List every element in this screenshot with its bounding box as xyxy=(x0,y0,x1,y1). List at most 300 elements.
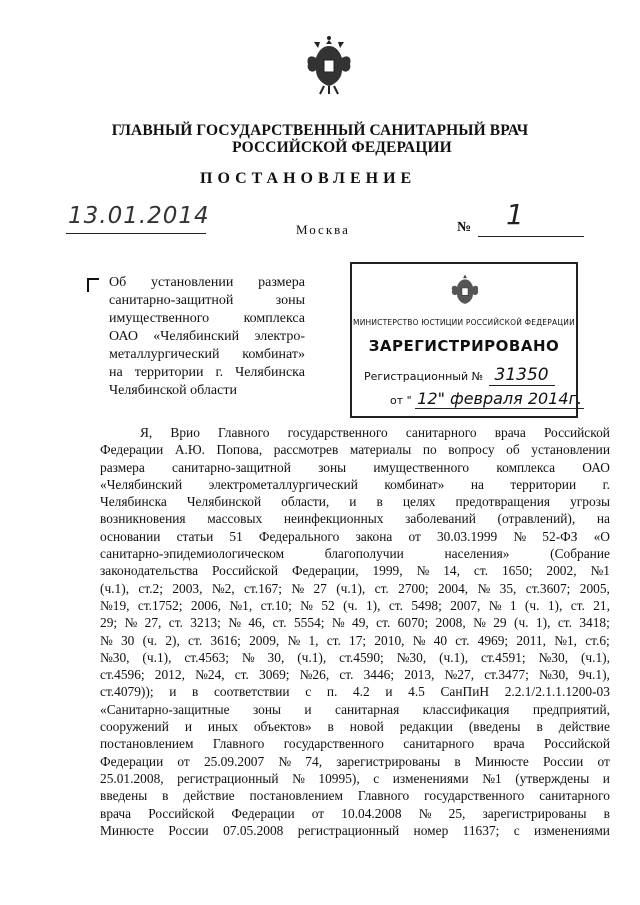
word: Челябинска xyxy=(235,365,305,380)
word: заболеваний xyxy=(405,511,476,527)
word: благополучии xyxy=(324,546,404,562)
word: №1 xyxy=(590,563,610,579)
word: 2011, xyxy=(516,632,546,648)
word: (ч.1), xyxy=(297,649,327,665)
word: Минюсте xyxy=(474,753,529,769)
body-line xyxy=(100,459,610,476)
word: ст.6; xyxy=(585,632,610,648)
body-line xyxy=(100,580,610,597)
word: и xyxy=(184,719,192,735)
body-line xyxy=(100,753,610,770)
word: классификация xyxy=(422,701,510,717)
word: 1 xyxy=(509,597,517,613)
word: в xyxy=(327,719,334,735)
word: ст. xyxy=(455,632,470,648)
word: и xyxy=(304,701,312,717)
stamp-emblem-icon xyxy=(448,272,482,310)
word: 2013, xyxy=(404,667,435,683)
word: 5498; xyxy=(411,597,442,613)
word: и xyxy=(602,770,610,786)
word: 2004, xyxy=(438,580,469,596)
word: №30, xyxy=(538,649,569,665)
word: ст.3607; xyxy=(525,580,571,596)
word: от xyxy=(408,528,421,544)
word: «Челябинский xyxy=(153,329,240,344)
word: государственного xyxy=(283,736,384,752)
stamp-regno-value: 31350 xyxy=(489,365,555,386)
word: 11637; xyxy=(462,822,500,838)
word: действие xyxy=(558,719,610,735)
word: зоны xyxy=(275,293,305,308)
document-type: ПОСТАНОВЛЕНИЕ xyxy=(200,170,417,187)
word: 21, xyxy=(593,597,610,613)
word: № xyxy=(291,580,305,596)
word: № xyxy=(228,615,241,631)
word: регистрационный xyxy=(177,770,279,786)
word: имущественного xyxy=(373,459,470,475)
word: ст. xyxy=(234,667,249,683)
word: изменениями xyxy=(392,770,469,786)
word: 17; xyxy=(349,632,367,648)
word: 3418; xyxy=(579,615,610,631)
word: (ч.1), xyxy=(439,649,469,665)
word: зоны xyxy=(318,459,347,475)
word: вопросу xyxy=(448,442,495,458)
word: ст.4590; xyxy=(339,649,384,665)
stamp-ministry: МИНИСТЕРСТВО ЮСТИЦИИ РОССИЙСКОЙ ФЕДЕРАЦИИ xyxy=(353,318,575,327)
word: (Собрание xyxy=(550,546,610,562)
registration-stamp xyxy=(350,262,583,418)
word: №2, xyxy=(211,580,235,596)
word: ст. xyxy=(339,667,354,683)
word: Российской xyxy=(544,736,610,752)
subject-line xyxy=(109,274,305,292)
word: (ч.1), xyxy=(100,580,130,596)
word: 29 xyxy=(493,615,507,631)
word: № xyxy=(418,805,432,821)
word: в xyxy=(376,494,383,510)
word: 1), xyxy=(365,597,381,613)
word: соответствии xyxy=(213,684,290,700)
word: № xyxy=(331,615,345,631)
word: 2007, xyxy=(450,597,481,613)
word: введены xyxy=(100,788,148,804)
subject-line xyxy=(109,328,305,346)
word: 40 xyxy=(433,632,448,648)
word: 1, xyxy=(308,632,319,648)
word: угрозы xyxy=(570,494,610,510)
word: 1), xyxy=(547,597,563,613)
word: №26, xyxy=(299,667,330,683)
word: 46, xyxy=(248,615,266,631)
word: области, xyxy=(281,494,330,510)
word: №1, xyxy=(229,597,253,613)
word: номер xyxy=(413,822,449,838)
subject-block xyxy=(109,274,305,400)
word: г. xyxy=(602,476,610,492)
word: размера xyxy=(100,459,145,475)
word: (ч.1), xyxy=(142,649,172,665)
word: в xyxy=(162,788,169,804)
word: ст. xyxy=(570,597,585,613)
word: в xyxy=(191,684,199,700)
word: санитарного xyxy=(405,425,477,440)
word: новой xyxy=(349,719,384,735)
word: ОАО xyxy=(582,459,610,475)
word: 07.05.2008 xyxy=(223,822,284,838)
word: 4969; xyxy=(477,632,509,648)
word: 52-ФЗ xyxy=(542,528,578,544)
word: неинфекционных xyxy=(283,511,384,527)
word: и xyxy=(349,494,357,510)
body-line xyxy=(100,632,610,649)
subject-line xyxy=(109,346,305,364)
word: ст.2; xyxy=(138,580,163,596)
word: 2008, xyxy=(435,615,466,631)
word: изменениями xyxy=(534,822,610,838)
word: возникновения xyxy=(100,511,186,527)
word: зоны xyxy=(252,701,282,717)
word: № xyxy=(287,632,301,648)
word: законодательства xyxy=(100,563,199,579)
word: 2003, xyxy=(172,580,203,596)
word: № xyxy=(412,632,426,648)
word: территории xyxy=(510,476,577,492)
word: 25.09.2007 xyxy=(203,753,265,769)
word: на xyxy=(596,511,610,527)
word: рассмотрев xyxy=(273,442,339,458)
word: Российской xyxy=(148,805,215,821)
word: №1 xyxy=(482,770,502,786)
word: 3446; xyxy=(363,667,395,683)
word: сооружений xyxy=(100,719,169,735)
word: №1, xyxy=(554,632,578,648)
body-line xyxy=(100,701,610,718)
body-line xyxy=(100,770,610,787)
word: 49, xyxy=(352,615,369,631)
word: размера xyxy=(258,275,305,290)
word: предотвращения xyxy=(455,494,551,510)
word: в xyxy=(454,753,461,769)
word: санитарного xyxy=(403,736,475,752)
word: 2012, xyxy=(154,667,185,683)
word: 51 xyxy=(229,528,243,544)
word: от xyxy=(311,805,325,821)
word: № xyxy=(473,615,486,631)
body-line xyxy=(100,597,610,614)
word: № xyxy=(416,563,430,579)
word: комбинат» xyxy=(384,476,445,492)
word: ст. xyxy=(473,563,489,579)
word: установлении xyxy=(151,275,234,290)
body-text xyxy=(100,424,610,839)
word: на xyxy=(470,476,484,492)
word: Челябинской xyxy=(186,494,262,510)
word: (ч. xyxy=(142,632,158,648)
word: и xyxy=(169,684,177,700)
body-line xyxy=(100,528,610,545)
word: № xyxy=(124,615,138,631)
word: имущественного xyxy=(109,311,210,326)
word: 2.2.1/2.1.1.1200-03 xyxy=(504,684,610,700)
word: 6070; xyxy=(397,615,429,631)
word: постановлением xyxy=(249,788,343,804)
word: ст. xyxy=(376,615,391,631)
word: санитарного xyxy=(539,788,610,804)
word: ст. xyxy=(374,580,389,596)
word: 14, xyxy=(443,563,460,579)
word: редакции xyxy=(399,719,453,735)
word: 30, xyxy=(267,649,285,665)
word: А.Ю. xyxy=(174,442,205,458)
word: № xyxy=(241,649,255,665)
word: 4.2 xyxy=(352,684,370,700)
word: 27, xyxy=(144,615,162,631)
word: 74, xyxy=(305,753,323,769)
word: территории xyxy=(134,365,204,380)
word: ОАО xyxy=(109,329,138,344)
word: 1999, xyxy=(372,563,403,579)
word: 1), xyxy=(535,615,551,631)
word: (утверждены xyxy=(515,770,590,786)
word: врача xyxy=(493,736,525,752)
word: России xyxy=(168,822,209,838)
word: 29; xyxy=(100,615,118,631)
word: ст. xyxy=(272,615,287,631)
word: 2002, xyxy=(546,563,577,579)
word: № xyxy=(100,632,113,648)
body-line xyxy=(100,510,610,527)
word: (введены xyxy=(468,719,521,735)
word: действие xyxy=(183,788,235,804)
word: предприятий, xyxy=(532,701,610,717)
subject-line: Челябинской области xyxy=(109,383,237,398)
word: от xyxy=(597,753,610,769)
word: 2010, xyxy=(374,632,405,648)
stamp-date-prefix: от " xyxy=(390,394,412,407)
word: ст.3477; xyxy=(484,667,529,683)
header-line-1: ГЛАВНЫЙ ГОСУДАРСТВЕННЫЙ САНИТАРНЫЙ ВРАЧ xyxy=(111,122,529,139)
word: от xyxy=(177,753,190,769)
word: санитарно-защитной xyxy=(171,459,291,475)
body-line xyxy=(100,545,610,562)
word: ст.4563; xyxy=(184,649,229,665)
word: государственного xyxy=(287,425,388,440)
word: 2006, xyxy=(190,597,222,613)
word: постановлением xyxy=(100,736,194,752)
handwritten-number: 1 xyxy=(506,198,524,231)
word: «Санитарно-защитные xyxy=(100,701,230,717)
word: металлургический xyxy=(109,347,220,362)
word: 2700; xyxy=(398,580,429,596)
handwritten-date: 13.01.2014 xyxy=(68,203,210,229)
word: (ч. xyxy=(343,597,358,613)
stamp-regno-label: Регистрационный № xyxy=(364,370,484,383)
word: государственного xyxy=(424,788,525,804)
word: 2009, xyxy=(249,632,280,648)
word: Федерации xyxy=(100,753,164,769)
word: 9ч.1), xyxy=(578,667,610,683)
word: Об xyxy=(109,275,127,290)
word: иных xyxy=(207,719,238,735)
word: Попова, xyxy=(216,442,263,458)
word: 10.04.2008 xyxy=(341,805,402,821)
word: Федерации, xyxy=(291,563,359,579)
word: комплекса xyxy=(243,311,305,326)
word: с xyxy=(373,770,380,786)
word: № xyxy=(513,528,527,544)
word: ст.4591; xyxy=(481,649,526,665)
stamp-registered: ЗАРЕГИСТРИРОВАНО xyxy=(368,337,560,355)
word: 3616; xyxy=(210,632,241,648)
word: электро- xyxy=(254,329,305,344)
word: с xyxy=(305,684,312,700)
word: 52 xyxy=(321,597,335,613)
subject-corner-mark xyxy=(87,278,99,292)
document-header xyxy=(0,122,640,156)
body-line xyxy=(100,493,610,510)
stamp-date-value: 12" февраля 2014г. xyxy=(417,389,583,408)
word: Главного xyxy=(357,788,410,804)
word: Российской xyxy=(543,425,610,440)
word: 27 xyxy=(313,580,327,596)
body-line xyxy=(100,424,610,441)
word: Федерации xyxy=(231,805,295,821)
word: «О xyxy=(593,528,610,544)
word: №30, xyxy=(100,649,130,665)
word: (ч. xyxy=(524,597,540,613)
word: 4.5 xyxy=(408,684,425,700)
word: (ч. xyxy=(514,615,529,631)
word: комплекса xyxy=(496,459,556,475)
word: 25.01.2008, xyxy=(100,770,164,786)
word: ст.4596; xyxy=(100,667,145,683)
body-line xyxy=(100,805,610,822)
word: ст.4079)); xyxy=(100,684,154,700)
body-line xyxy=(100,562,610,579)
coat-of-arms-icon xyxy=(304,34,354,96)
number-label: № xyxy=(457,220,472,235)
word: ст. xyxy=(388,597,403,613)
word: в xyxy=(536,719,543,735)
word: Российской xyxy=(212,563,279,579)
word: ст. xyxy=(188,632,203,648)
word: п. xyxy=(326,684,338,700)
word: № xyxy=(477,580,491,596)
subject-line xyxy=(109,364,305,382)
word: по xyxy=(422,442,437,458)
word: №30, xyxy=(538,667,569,683)
body-line xyxy=(100,683,610,700)
stamp-date-row xyxy=(390,389,584,408)
word: Я, xyxy=(140,425,153,440)
word: 25, xyxy=(448,805,466,821)
word: № xyxy=(278,753,292,769)
word: (отравлений), xyxy=(497,511,576,527)
word: №24, xyxy=(195,667,225,683)
word: 2005, xyxy=(579,580,610,596)
body-line xyxy=(100,787,610,804)
word: 3213; xyxy=(190,615,221,631)
word: № xyxy=(488,597,502,613)
date-underline xyxy=(66,233,206,234)
word: СанПиН xyxy=(440,684,490,700)
word: ст.167; xyxy=(244,580,282,596)
body-line xyxy=(100,441,610,458)
word: и xyxy=(385,684,393,700)
word: Главного xyxy=(212,736,265,752)
word: Врио xyxy=(170,425,200,440)
word: основании xyxy=(100,528,161,544)
word: 30.03.1999 xyxy=(436,528,498,544)
body-line xyxy=(100,718,610,735)
word: Челябинска xyxy=(100,494,167,510)
word: зарегистрированы xyxy=(482,805,587,821)
word: врача xyxy=(100,805,132,821)
word: массовых xyxy=(207,511,263,527)
word: Федерального xyxy=(258,528,340,544)
word: объектов» xyxy=(253,719,312,735)
word: 10995), xyxy=(318,770,360,786)
word: ст. xyxy=(557,615,572,631)
body-line xyxy=(100,476,610,493)
word: 3069; xyxy=(259,667,290,683)
word: № xyxy=(292,770,305,786)
word: Главного xyxy=(218,425,270,440)
header-line-2: РОССИЙСКОЙ ФЕДЕРАЦИИ xyxy=(232,139,452,156)
number-underline xyxy=(478,236,584,237)
word: на xyxy=(109,365,123,380)
word: населения» xyxy=(444,546,510,562)
stamp-regno-row xyxy=(364,365,555,385)
body-line xyxy=(100,822,610,839)
word: санитарно-эпидемиологическом xyxy=(100,546,285,562)
word: статьи xyxy=(176,528,214,544)
word: 5554; xyxy=(293,615,325,631)
word: Федерации xyxy=(100,442,164,458)
word: комбинат» xyxy=(242,347,305,362)
word: г. xyxy=(215,365,224,380)
word: ст. xyxy=(168,615,183,631)
word: регистрационный xyxy=(297,822,400,838)
word: в xyxy=(603,805,610,821)
body-line xyxy=(100,666,610,683)
word: №27, xyxy=(444,667,475,683)
word: врача xyxy=(494,425,526,440)
word: ст. xyxy=(326,632,341,648)
word: №19, xyxy=(100,597,130,613)
word: (ч.1), xyxy=(336,580,366,596)
word: ст.1752; xyxy=(137,597,183,613)
subject-line xyxy=(109,310,305,328)
word: № xyxy=(300,597,313,613)
city: Москва xyxy=(296,222,350,237)
word: «Челябинский xyxy=(100,476,183,492)
word: санитарно-защитной xyxy=(109,293,234,308)
word: электрометаллургический xyxy=(208,476,358,492)
word: целях xyxy=(402,494,436,510)
word: (ч.1), xyxy=(580,649,610,665)
word: об xyxy=(506,442,520,458)
body-line xyxy=(100,649,610,666)
word: с xyxy=(513,822,520,838)
body-line xyxy=(100,614,610,631)
word: закона xyxy=(355,528,393,544)
word: №30, xyxy=(396,649,427,665)
word: 2), xyxy=(165,632,180,648)
word: 35, xyxy=(499,580,517,596)
word: 1650; xyxy=(501,563,533,579)
